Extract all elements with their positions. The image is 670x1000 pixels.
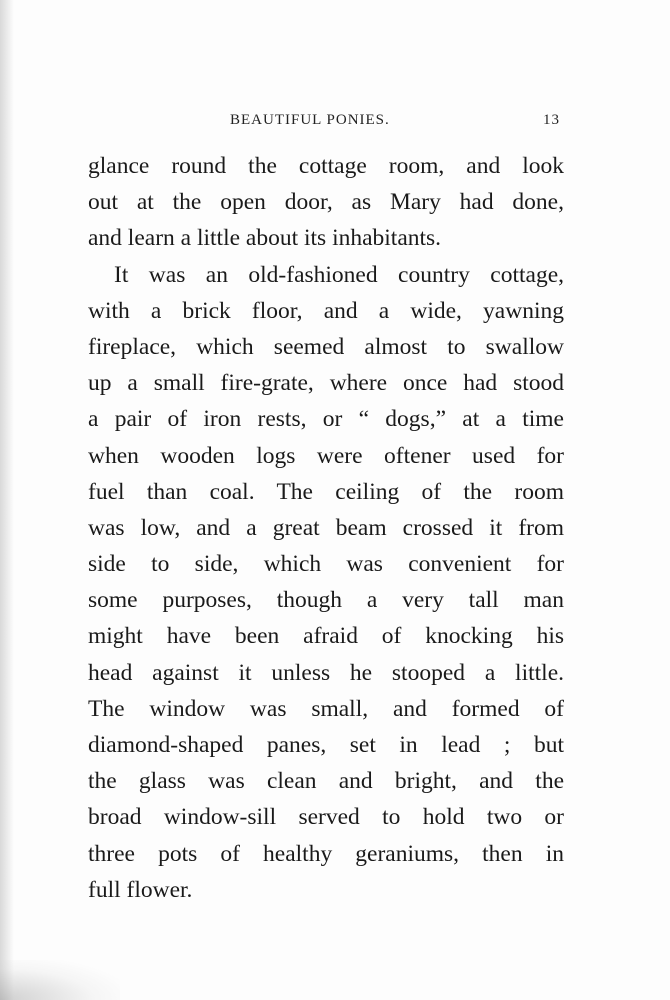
text-line: the glass was clean and bright, and the: [88, 768, 564, 795]
paragraph: [88, 148, 564, 257]
text-line: up a small fire-grate, where once had stood: [88, 370, 564, 397]
text-line: with a brick floor, and a wide, yawning: [88, 297, 564, 324]
text-line: some purposes, though a very tall man: [88, 587, 564, 614]
text-line: It was an old-fashioned country cottage,: [114, 261, 564, 288]
text-line: fireplace, which seemed almost to swallow: [88, 333, 564, 360]
text-line: side to side, which was convenient for: [88, 551, 564, 578]
page-smudge: [0, 960, 120, 1000]
text-line: and learn a little about its inhabitants.: [88, 225, 442, 252]
text-line: head against it unless he stooped a little.: [88, 659, 564, 686]
text-line: out at the open door, as Mary had done,: [88, 189, 564, 216]
text-line: three pots of healthy geraniums, then in: [88, 840, 564, 867]
text-line: diamond-shaped panes, set in lead ; but: [88, 732, 564, 758]
running-head: [88, 112, 564, 134]
text-line: might have been afraid of knocking his: [88, 623, 564, 650]
page-number: 13: [543, 112, 560, 128]
text-line: glance round the cottage room, and look: [88, 153, 564, 179]
body-text: [88, 148, 564, 908]
running-title: BEAUTIFUL PONIES.: [230, 112, 390, 128]
text-line: fuel than coal. The ceiling of the room: [88, 478, 564, 505]
text-line: when wooden logs were oftener used for: [88, 442, 564, 469]
spine-shadow: [0, 0, 14, 1000]
text-line: was low, and a great beam crossed it from: [88, 514, 564, 541]
text-line: a pair of iron rests, or “ dogs,” at a time: [88, 406, 564, 433]
text-line: The window was small, and formed of: [88, 695, 564, 722]
text-line: broad window-sill served to hold two or: [88, 804, 564, 831]
text-line: full flower.: [88, 876, 193, 903]
paragraph: [88, 257, 564, 908]
